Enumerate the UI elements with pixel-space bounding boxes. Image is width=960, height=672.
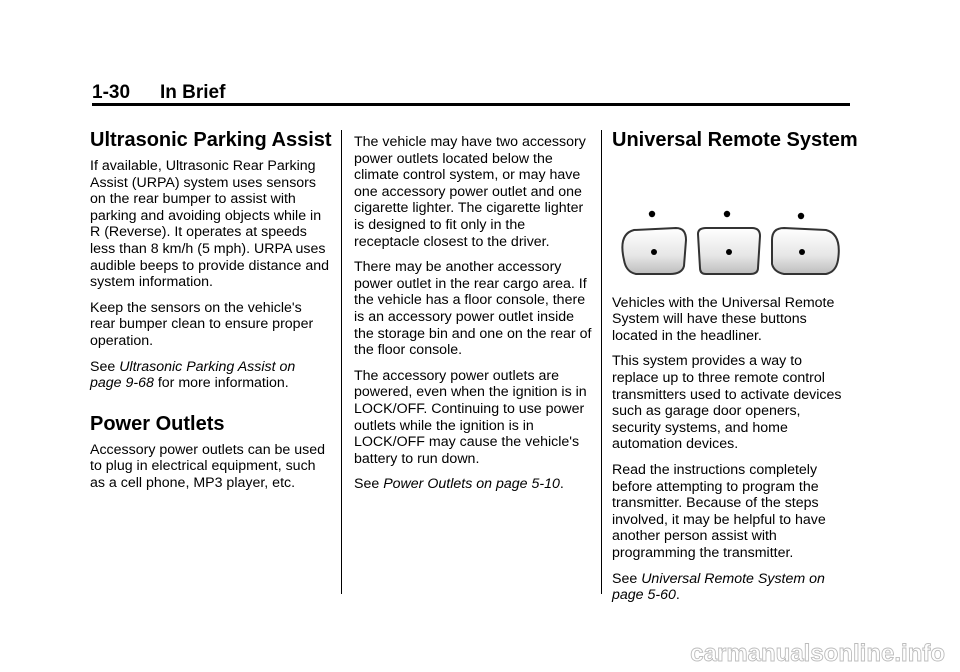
column-divider-1 xyxy=(341,130,342,594)
heading-ultrasonic-parking-assist: Ultrasonic Parking Assist xyxy=(90,129,332,151)
remote-button-2 xyxy=(698,228,760,274)
page-number: 1-30 xyxy=(92,82,131,103)
universal-remote-buttons-illustration xyxy=(612,168,852,278)
cross-reference-link[interactable]: Universal Remote System on page 5-60 xyxy=(612,570,825,604)
paragraph: The vehicle may have two accessory power outlets located below the climate control system, or may have one accessory power outlet and one cigarette lighter. The cigarette lighter is designed to fit only in the receptacle closest to the driver. xyxy=(354,134,586,250)
column-1 xyxy=(90,128,330,501)
column-divider-2 xyxy=(601,130,602,594)
remote-button-3 xyxy=(772,228,839,274)
watermark xyxy=(560,638,950,668)
remote-button-1 xyxy=(622,228,686,274)
column-2 xyxy=(354,134,592,502)
cross-reference-link[interactable]: Ultrasonic Parking Assist on page 9-68 xyxy=(90,358,296,392)
watermark-text: carmanualsonline.info xyxy=(690,640,945,667)
paragraph: Vehicles with the Universal Remote System will have these buttons located in the headliner. xyxy=(612,294,835,344)
heading-power-outlets: Power Outlets xyxy=(90,412,225,435)
paragraph: Keep the sensors on the vehicle's rear bumper clean to ensure proper operation. xyxy=(90,299,314,349)
header-rule xyxy=(92,103,850,106)
paragraph: Accessory power outlets can be used to plug in electrical equipment, such as a cell phone, MP3 player, etc. xyxy=(90,441,326,491)
paragraph: Read the instructions completely before attempting to program the transmitter. Because of the steps involved, it may be helpful to have another person assist with programming the transmitter. xyxy=(612,461,826,561)
cross-reference: See Ultrasonic Parking Assist on page 9-68 for more information. xyxy=(90,358,296,392)
cross-reference-link[interactable]: Power Outlets on page 5-10 xyxy=(383,476,560,493)
column-3 xyxy=(612,128,858,613)
cross-reference: See Universal Remote System on page 5-60. xyxy=(612,570,825,604)
paragraph: The accessory power outlets are powered, even when the ignition is in LOCK/OFF. Continuing to use power outlets while the ignition is in LOCK/OFF may cause the vehicle's battery to run down. xyxy=(354,367,587,467)
paragraph: If available, Ultrasonic Rear Parking Assist (URPA) system uses sensors on the rear bumper to assist with parking and avoiding objects while in R (Reverse). It operates at speeds less than 8 km/h (5 mph). URPA uses audible beeps to provide distance and system information. xyxy=(90,158,329,291)
heading-universal-remote-system: Universal Remote System xyxy=(612,129,858,151)
section-title: In Brief xyxy=(160,82,226,103)
paragraph: There may be another accessory power outlet in the rear cargo area. If the vehicle has a floor console, there is an accessory power outlet inside the storage bin and one on the rear of the floor console. xyxy=(354,259,592,359)
paragraph: This system provides a way to replace up to three remote control transmitters used to activate devices such as garage door openers, security systems, and home automation devices. xyxy=(612,353,842,453)
cross-reference: See Power Outlets on page 5-10. xyxy=(354,476,564,493)
